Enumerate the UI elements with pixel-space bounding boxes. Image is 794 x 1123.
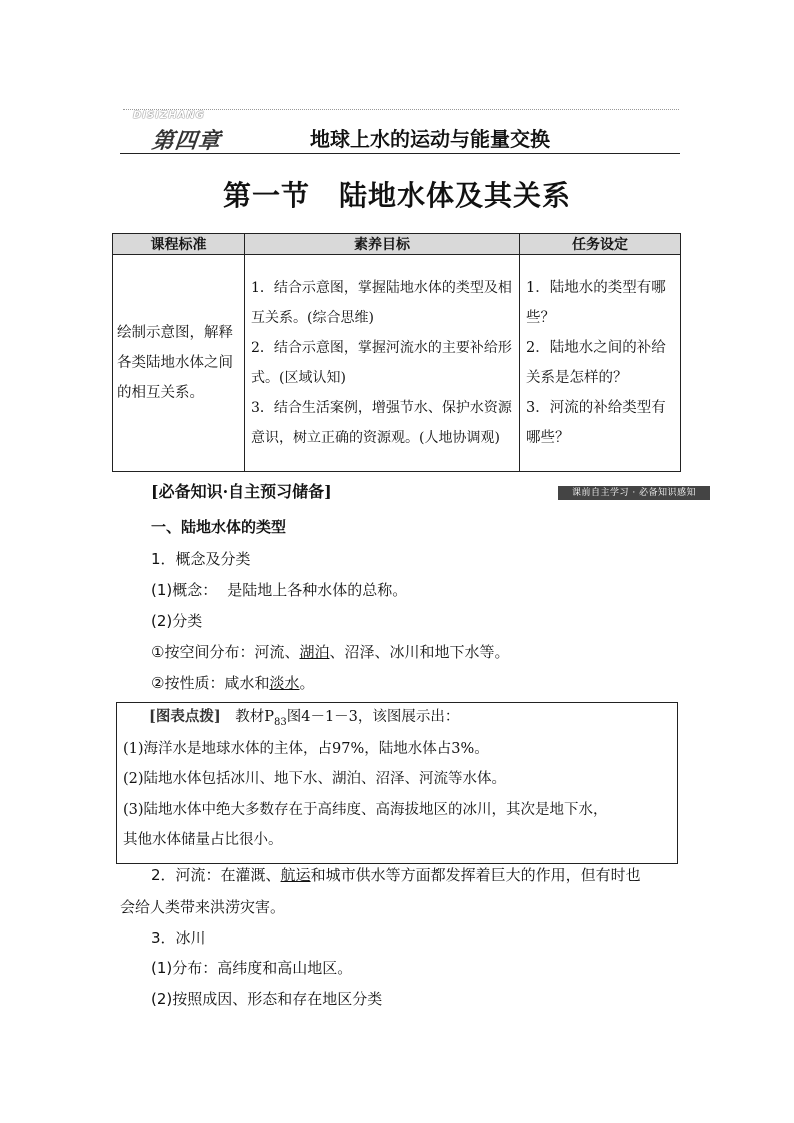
chart-tip-box — [116, 702, 678, 864]
concept-line — [151, 580, 407, 600]
glacier-distribution: (1)分布：高纬度和高山地区。 — [151, 959, 353, 977]
header-rule — [120, 153, 680, 154]
subheading-concept: 1．概念及分类 — [151, 550, 251, 568]
river-line-1 — [151, 865, 641, 885]
tip-intro-b: 图4－1－3，该图展示出： — [286, 709, 460, 725]
tasks-cell — [520, 255, 681, 472]
tip-intro — [149, 707, 459, 733]
by-space-suffix: 、沼泽、冰川和地下水等。 — [329, 643, 510, 661]
task-item: 3．河流的补给类型有哪些？ — [526, 400, 666, 446]
by-space-prefix: ①按空间分布：河流、 — [151, 643, 300, 661]
chapter-label: 第四章 — [150, 129, 223, 154]
tip-point-1: (1)海洋水是地球水体的主体，占97%，陆地水体占3%。 — [123, 741, 489, 757]
river-text-a: 2．河流：在灌溉、 — [151, 866, 281, 884]
concept-prefix: (1)概念： — [151, 581, 218, 599]
by-space-answer: 湖泊 — [299, 643, 330, 661]
by-space-line — [151, 642, 509, 662]
header-dotted-line — [123, 109, 679, 110]
river-line-2: 会给人类带来洪涝灾害。 — [120, 898, 286, 916]
tip-point-2: (2)陆地水体包括冰川、地下水、湖泊、沼泽、河流等水体。 — [123, 771, 507, 787]
by-nature-line — [151, 673, 314, 693]
chapter-pinyin: DISIZHANG — [133, 110, 205, 121]
glacier-classification: (2)按照成因、形态和存在地区分类 — [151, 990, 383, 1008]
by-nature-suffix: 。 — [299, 674, 315, 692]
section-badge: 课前自主学习 · 必备知识感知 — [558, 486, 710, 500]
header-goals: 素养目标 — [245, 234, 520, 255]
tip-point-3b: 其他水体储量占比很小。 — [123, 832, 283, 848]
standards-table — [112, 233, 681, 472]
header-tasks: 任务设定 — [520, 234, 681, 255]
section-title: 第一节 陆地水体及其关系 — [222, 179, 571, 212]
goals-cell — [245, 255, 520, 472]
table-header-row — [113, 234, 681, 255]
task-item: 2．陆地水之间的补给关系是怎样的？ — [526, 340, 666, 386]
glacier-heading: 3．冰川 — [151, 929, 206, 947]
section-banner: [必备知识·自主预习储备] — [151, 482, 332, 501]
tip-intro-sub: 83 — [274, 716, 287, 728]
goal-item: 2．结合示意图，掌握河流水的主要补给形式。(区域认知) — [251, 340, 512, 386]
classify-line: (2)分类 — [151, 612, 203, 630]
goal-item: 1．结合示意图，掌握陆地水体的类型及相互关系。(综合思维) — [251, 280, 512, 326]
by-nature-answer: 淡水 — [269, 674, 300, 692]
task-item: 1．陆地水的类型有哪些？ — [526, 280, 666, 326]
header-standard: 课程标准 — [113, 234, 245, 255]
tip-tag: [图表点拨] — [149, 708, 221, 725]
table-body-row — [113, 255, 681, 472]
river-text-b: 和城市供水等方面都发挥着巨大的作用，但有时也 — [310, 866, 641, 884]
heading-land-water-types: 一、陆地水体的类型 — [151, 518, 287, 536]
tip-point-3a: (3)陆地水体中绝大多数存在于高纬度、高海拔地区的冰川，其次是地下水， — [123, 802, 608, 818]
goal-item: 3．结合生活案例，增强节水、保护水资源意识，树立正确的资源观。(人地协调观) — [251, 400, 512, 446]
chapter-title: 地球上水的运动与能量交换 — [310, 127, 550, 151]
standard-cell: 绘制示意图，解释各类陆地水体之间的相互关系。 — [113, 255, 245, 472]
by-nature-prefix: ②按性质：咸水和 — [151, 674, 270, 692]
tip-intro-a: 教材P — [220, 709, 274, 725]
river-answer: 航运 — [280, 866, 311, 884]
concept-text: 是陆地上各种水体的总称。 — [227, 581, 408, 599]
